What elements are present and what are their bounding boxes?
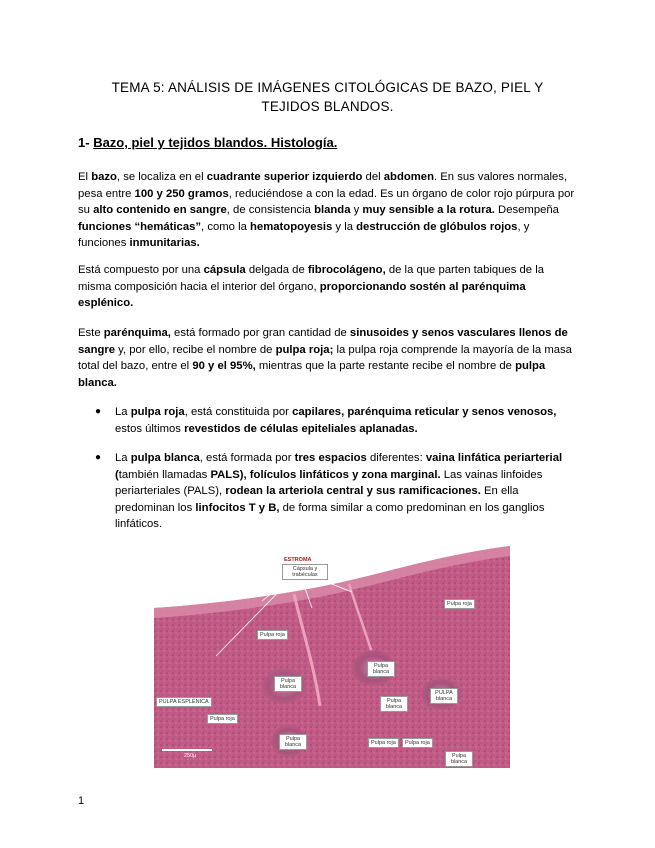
bullet-pulpa-blanca	[78, 450, 578, 533]
text: , como la	[201, 220, 251, 233]
bold-text: inmunitarias.	[129, 237, 200, 250]
text: . En sus valores normales, pesa entre	[78, 171, 568, 200]
bold-text: pulpa blanca.	[78, 360, 546, 389]
section-number: 1-	[78, 135, 90, 150]
text: la pulpa roja comprende la mayoría de la masa total del bazo, entre el	[78, 343, 572, 373]
title-line-1: TEMA 5: ANÁLISIS DE IMÁGENES CITOLÓGICAS DE BAZO, PIEL Y	[111, 80, 544, 95]
text: y la	[332, 220, 357, 233]
text: y, por ello, recibe el nombre de	[115, 343, 276, 356]
title-line-2: TEJIDOS BLANDOS.	[261, 99, 394, 114]
section-title: Bazo, piel y tejidos blandos. Histología.	[93, 135, 338, 150]
bold-text: parénquima,	[103, 327, 171, 339]
text: Este	[78, 327, 104, 339]
paragraph-capsula	[78, 262, 578, 312]
bold-text: funciones “hemáticas”	[78, 220, 202, 233]
text: , de consistencia	[226, 204, 315, 217]
section-heading	[78, 135, 337, 150]
bold-text: 90 y el 95%,	[192, 360, 256, 373]
bold-text: pulpa roja	[130, 406, 185, 418]
bold-text: abdomen	[383, 171, 434, 183]
bullet-dot: ●	[95, 406, 102, 417]
text: , reduciéndose a con la edad. Es un órgano de color rojo púrpura por su	[78, 187, 575, 217]
text: , está formada por	[199, 452, 295, 464]
label-pulpa-blanca: Pulpa blanca	[380, 696, 408, 712]
text: de forma similar a como predominan en los ganglios linfáticos.	[115, 501, 545, 531]
bold-text: cuadrante superior izquierdo	[206, 171, 363, 183]
bold-text: sinusoides y senos vasculares llenos de sangre	[78, 327, 568, 356]
label-pulpa-blanca: Pulpa blanca	[367, 661, 395, 677]
text: está formado por gran cantidad de	[170, 327, 350, 339]
text: mientras que la parte restante recibe el nombre de	[255, 360, 516, 373]
text: Las vainas linfoides periarteriales (PALS),	[115, 468, 543, 498]
label-pulpa-blanca: PULPA blanca	[430, 688, 458, 704]
text: , está constituida por	[184, 406, 293, 418]
text: Desempeña	[494, 204, 559, 217]
label-pulpa-roja: Pulpa roja	[368, 738, 399, 748]
text: estos últimos	[115, 422, 185, 435]
histology-image	[154, 546, 510, 768]
label-pulpa-blanca: Pulpa blanca	[279, 734, 307, 750]
bullet-text	[115, 450, 578, 533]
bold-text: capilares, parénquima reticular y senos venosos,	[292, 406, 557, 418]
bold-text: revestidos de células epiteliales aplanadas.	[184, 422, 418, 435]
text: El	[78, 171, 92, 183]
bold-text: destrucción de glóbulos rojos	[356, 220, 518, 233]
label-pulpa-blanca: Pulpa blanca	[445, 751, 473, 767]
bold-text: fibrocolágeno,	[307, 264, 386, 276]
text: también llamadas	[118, 468, 211, 481]
bold-text: alto contenido en sangre	[93, 204, 227, 217]
paragraph-parenquima	[78, 325, 578, 391]
text: , se localiza en el	[116, 171, 207, 183]
label-pulpa-roja: Pulpa roja	[402, 738, 433, 748]
text: de la que parten tabiques de la misma composición hacia el interior del órgano,	[78, 264, 544, 293]
label-pulpa-esplenica: PULPA ESPLÉNICA	[156, 697, 212, 707]
paragraph-bazo	[78, 169, 578, 252]
bullet-dot: ●	[95, 452, 102, 463]
bold-text: bazo	[91, 171, 117, 183]
bold-text: muy sensible a la rotura.	[362, 204, 495, 217]
scale-label: 250µ	[184, 753, 197, 759]
bold-text: PALS), folículos linfáticos y zona marginal.	[210, 468, 441, 481]
bold-text: hematopoyesis	[250, 220, 333, 233]
label-pulpa-roja: Pulpa roja	[444, 599, 475, 609]
bullet-text	[115, 404, 578, 437]
bold-text: tres espacios	[294, 452, 367, 464]
spleen-histology-figure	[154, 546, 510, 768]
bold-text: blanda	[314, 204, 351, 217]
bold-text: cápsula	[203, 264, 246, 276]
label-pulpa-roja: Pulpa roja	[257, 630, 288, 640]
bullet-pulpa-roja	[78, 404, 578, 437]
text: La	[115, 452, 131, 464]
bold-text: pulpa blanca	[130, 452, 200, 464]
text: En ella predominan los	[115, 485, 519, 514]
bold-text: proporcionando sostén al parénquima esplénico.	[78, 280, 526, 310]
text: diferentes:	[366, 452, 426, 464]
text: del	[362, 171, 384, 183]
bold-text: vaina linfática periarterial (	[115, 452, 563, 481]
text: delgada de	[245, 264, 308, 276]
label-capsula: Cápsula y trabéculas	[282, 564, 328, 580]
bold-text: 100 y 250 gramos	[134, 187, 229, 200]
text: Está compuesto por una	[78, 264, 204, 276]
label-pulpa-blanca: Pulpa blanca	[274, 676, 302, 692]
bold-text: linfocitos T y B,	[195, 501, 280, 514]
document-title	[60, 78, 595, 116]
bold-text: rodean la arteriola central y sus ramificaciones.	[225, 485, 481, 498]
page-number: 1	[78, 795, 85, 807]
label-estroma: ESTROMA	[284, 557, 312, 563]
bold-text: pulpa roja;	[275, 343, 334, 356]
text: , y funciones	[78, 220, 530, 250]
label-pulpa-roja: Pulpa roja	[207, 714, 238, 724]
text: y	[350, 204, 363, 217]
text: La	[115, 406, 131, 418]
